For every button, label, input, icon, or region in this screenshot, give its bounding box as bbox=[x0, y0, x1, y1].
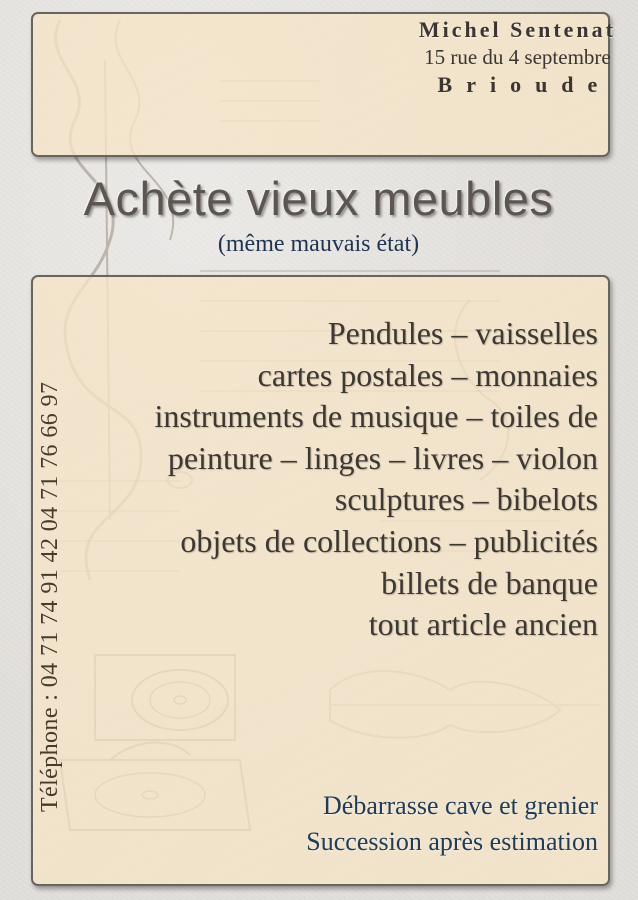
contact-block bbox=[419, 16, 616, 100]
footer-line: Succession après estimation bbox=[306, 827, 598, 856]
item-line: peinture – linges – livres – violon bbox=[167, 439, 598, 476]
footer-line: Débarrasse cave et grenier bbox=[323, 791, 598, 820]
item-line: tout article ancien bbox=[368, 606, 598, 643]
items-list bbox=[155, 313, 599, 646]
item-line: Pendules – vaisselles bbox=[327, 315, 598, 351]
item-line: instruments de musique – toiles de bbox=[154, 398, 598, 435]
phone-numbers: Téléphone : 04 71 74 91 42 04 71 76 66 97 bbox=[37, 381, 63, 812]
contact-address: 15 rue du 4 septembre bbox=[424, 45, 611, 69]
subheadline: (même mauvais état) bbox=[217, 231, 420, 257]
contact-name: Michel Sentenat bbox=[418, 17, 616, 42]
item-line: objets de collections – publicités bbox=[180, 522, 598, 559]
footer-block bbox=[306, 788, 598, 860]
item-line: cartes postales – monnaies bbox=[257, 356, 598, 393]
item-line: sculptures – bibelots bbox=[334, 481, 598, 518]
contact-city: Brioude bbox=[437, 72, 612, 97]
headline: Achète vieux meubles bbox=[83, 172, 554, 225]
item-line: billets de banque bbox=[381, 564, 598, 601]
